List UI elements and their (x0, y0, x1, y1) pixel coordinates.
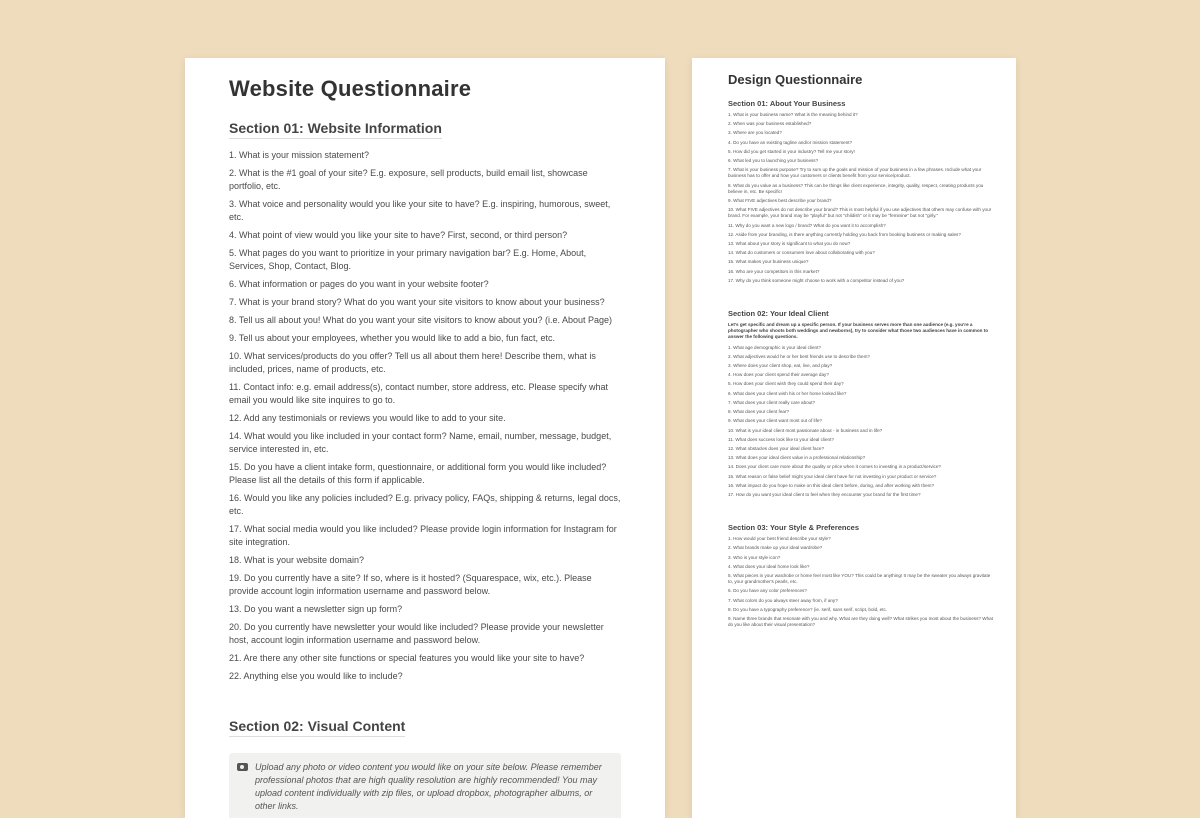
list-item: 2. What is the #1 goal of your site? E.g. exposure, sell products, build email list, showcase portfolio, etc. (229, 168, 588, 191)
list-item: 1. What age demographic is your ideal client? (728, 344, 821, 350)
list-item: 3. Where are you located? (728, 130, 782, 136)
list-item: 14. What would you like included in your contact form? Name, email, number, message, budget, service interested in, etc. (229, 431, 612, 454)
question-list (728, 536, 994, 628)
list-item: 5. What pages do you want to prioritize in your primary navigation bar? E.g. Home, About, Services, Shop, Contact, Blog. (229, 248, 587, 271)
camera-icon (237, 763, 248, 771)
list-item: 10. What FIVE adjectives do not describe your brand? This is most helpful if you use adjectives that others may confuse with your brand. For example, your brand may be "playful" but not "childish" or it may be "feminine" but not "girly." (728, 207, 992, 219)
upload-callout (229, 753, 621, 818)
section-heading-ideal-client: Section 02: Your Ideal Client (728, 309, 829, 319)
list-item: 15. Do you have a client intake form, questionnaire, or additional form you would like included? Please list all the details of this form if applicable. (229, 462, 607, 485)
list-item: 1. How would your best friend describe your style? (728, 536, 831, 542)
list-item: 12. Add any testimonials or reviews you would like to add to your site. (229, 413, 506, 423)
list-item: 6. What does your client wish his or her home looked like? (728, 390, 847, 396)
list-item: 14. What do customers or consumers love about collaborating with you? (728, 250, 875, 256)
section-heading-website-information: Section 01: Website Information (229, 120, 442, 139)
list-item: 20. Do you currently have newsletter your would like included? Please provide your newsletter host, account login information username and password below. (229, 622, 604, 645)
list-item: 15. What reason or false belief might your ideal client have for not investing in your product or service? (728, 473, 937, 479)
section-heading-visual-content: Section 02: Visual Content (229, 718, 405, 737)
list-item: 13. Do you want a newsletter sign up form? (229, 604, 403, 614)
list-item: 11. Contact info: e.g. email address(s), contact number, store address, etc. Please specify what email you would like site inquires to go to. (229, 382, 609, 405)
question-list (728, 112, 994, 284)
list-item: 17. What social media would you like included? Please provide login information for Instagram for site integration. (229, 524, 617, 547)
list-item: 6. Do you have any color preferences? (728, 588, 807, 594)
list-item: 4. How does your client spend their average day? (728, 372, 829, 378)
list-item: 11. What does success look like to your ideal client? (728, 436, 834, 442)
question-list (229, 149, 621, 683)
list-item: 18. What is your website domain? (229, 555, 365, 565)
list-item: 11. Why do you want a new logo / brand? What do you want it to accomplish? (728, 222, 886, 228)
list-item: 8. What do you value as a business? This can be things like client experience, integrity, quality, respect, creating products you believe in, etc. Be specific! (728, 182, 984, 194)
list-item: 16. Who are your competitors in this market? (728, 268, 820, 274)
list-item: 15. What makes your business unique? (728, 259, 809, 265)
list-item: 4. What point of view would you like your site to have? First, second, or third person? (229, 230, 568, 240)
list-item: 6. What information or pages do you want in your website footer? (229, 279, 489, 289)
list-item: 2. What brands make up your ideal wardrobe? (728, 545, 823, 551)
list-item: 7. What does your client really care about? (728, 399, 816, 405)
list-item: 21. Are there any other site functions or special features you would like your site to have? (229, 653, 585, 663)
list-item: 13. What about your story is significant to what you do now? (728, 241, 851, 247)
list-item: 8. Tell us all about you! What do you want your site visitors to know about you? (i.e. About Page) (229, 315, 613, 325)
list-item: 12. What obstacles does your ideal client face? (728, 445, 825, 451)
design-questionnaire-page (692, 58, 1016, 818)
list-item: 2. What adjectives would he or her best friends use to describe them? (728, 353, 870, 359)
page-title: Design Questionnaire (728, 72, 863, 87)
list-item: 8. Do you have a typography preference? (ie. serif, sans serif, script, bold, etc. (728, 606, 888, 612)
list-item: 4. What does your ideal home look like? (728, 563, 810, 569)
list-item: 9. What does your client want most out of life? (728, 418, 822, 424)
list-item: 17. Why do you think someone might choose to work with a competitor instead of you? (728, 277, 905, 283)
list-item: 12. Aside from your branding, is there anything currently holding you back from booking business or making sales? (728, 231, 961, 237)
section-heading-style-preferences: Section 03: Your Style & Preferences (728, 523, 860, 533)
list-item: 3. Where does your client shop, eat, live, and play? (728, 363, 833, 369)
list-item: 8. What does your client fear? (728, 409, 790, 415)
list-item: 5. What pieces in your wardrobe or home feel most like YOU? This could be anything! It may be the sweater you always gravitate to, your grandmother's pearls, etc. (728, 572, 991, 585)
section-heading-about-business: Section 01: About Your Business (728, 99, 846, 108)
list-item: 3. What voice and personality would you like your site to have? E.g. inspiring, humorous, sweet, etc. (229, 199, 611, 222)
list-item: 6. What led you to launching your business? (728, 158, 819, 164)
list-item: 16. What impact do you hope to make on this ideal client before, during, and after working with them? (728, 482, 935, 488)
list-item: 2. When was your business established? (728, 121, 812, 127)
list-item: 9. Tell us about your employees, whether you would like to add a bio, fun fact, etc. (229, 333, 556, 343)
list-item: 19. Do you currently have a site? If so, where is it hosted? (Squarespace, wix, etc.). Please provide account login information username and password below. (229, 573, 592, 596)
list-item: 4. Do you have an existing tagline and/or mission statement? (728, 139, 853, 145)
list-item: 14. Does your client care more about the quality or price when it comes to investing in a product/service? (728, 464, 941, 470)
question-list (728, 345, 994, 498)
list-item: 9. Name three brands that resonate with you and why. What are they doing well? What strikes you most about the business? What do you like about their visual presentation? (728, 615, 993, 628)
list-item: 1. What is your business name? What is the meaning behind it? (728, 112, 858, 117)
list-item: 22. Anything else you would like to include? (229, 671, 403, 681)
list-item: 17. How do you want your ideal client to feel when they encounter your brand for the first time? (728, 491, 921, 497)
section-intro: Let's get specific and dream up a specific person. If your business serves more than one audience (e.g. you're a photographer who shoots both weddings and newborns), try to consider what those two audiences have in common to answer the following questions. (728, 322, 989, 340)
list-item: 7. What colors do you always steer away from, if any? (728, 597, 838, 603)
list-item: 16. Would you like any policies included? E.g. privacy policy, FAQs, shipping & returns, legal docs, etc. (229, 493, 621, 516)
list-item: 1. What is your mission statement? (229, 150, 370, 160)
list-item: 3. Who is your style icon? (728, 554, 781, 560)
list-item: 5. How did you get started in your industry? Tell me your story! (728, 148, 855, 154)
list-item: 9. What FIVE adjectives best describe your brand? (728, 198, 832, 204)
list-item: 10. What is your ideal client most passionate about - in business and in life? (728, 427, 883, 433)
website-questionnaire-page (185, 58, 665, 818)
callout-text: Upload any photo or video content you would like on your site below. Please remember professional photos that are high quality resolution are highly recommended! You may upload content individually with zip files, or upload dropbox, photographer albums, or other links. (255, 762, 602, 811)
list-item: 7. What is your business purpose? Try to sum up the goals and mission of your business in a few phrases. Include what your business has to offer and how your customers or clients benefit from your service/product. (728, 167, 982, 179)
page-title: Website Questionnaire (229, 76, 472, 101)
list-item: 13. What does your ideal client value in a professional relationship? (728, 455, 866, 461)
list-item: 10. What services/products do you offer? Tell us all about them here! Describe them, what is included, prices, name of products, etc. (229, 351, 596, 374)
list-item: 5. How does your client wish they could spend their day? (728, 381, 844, 387)
list-item: 7. What is your brand story? What do you want your site visitors to know about your business? (229, 297, 605, 307)
